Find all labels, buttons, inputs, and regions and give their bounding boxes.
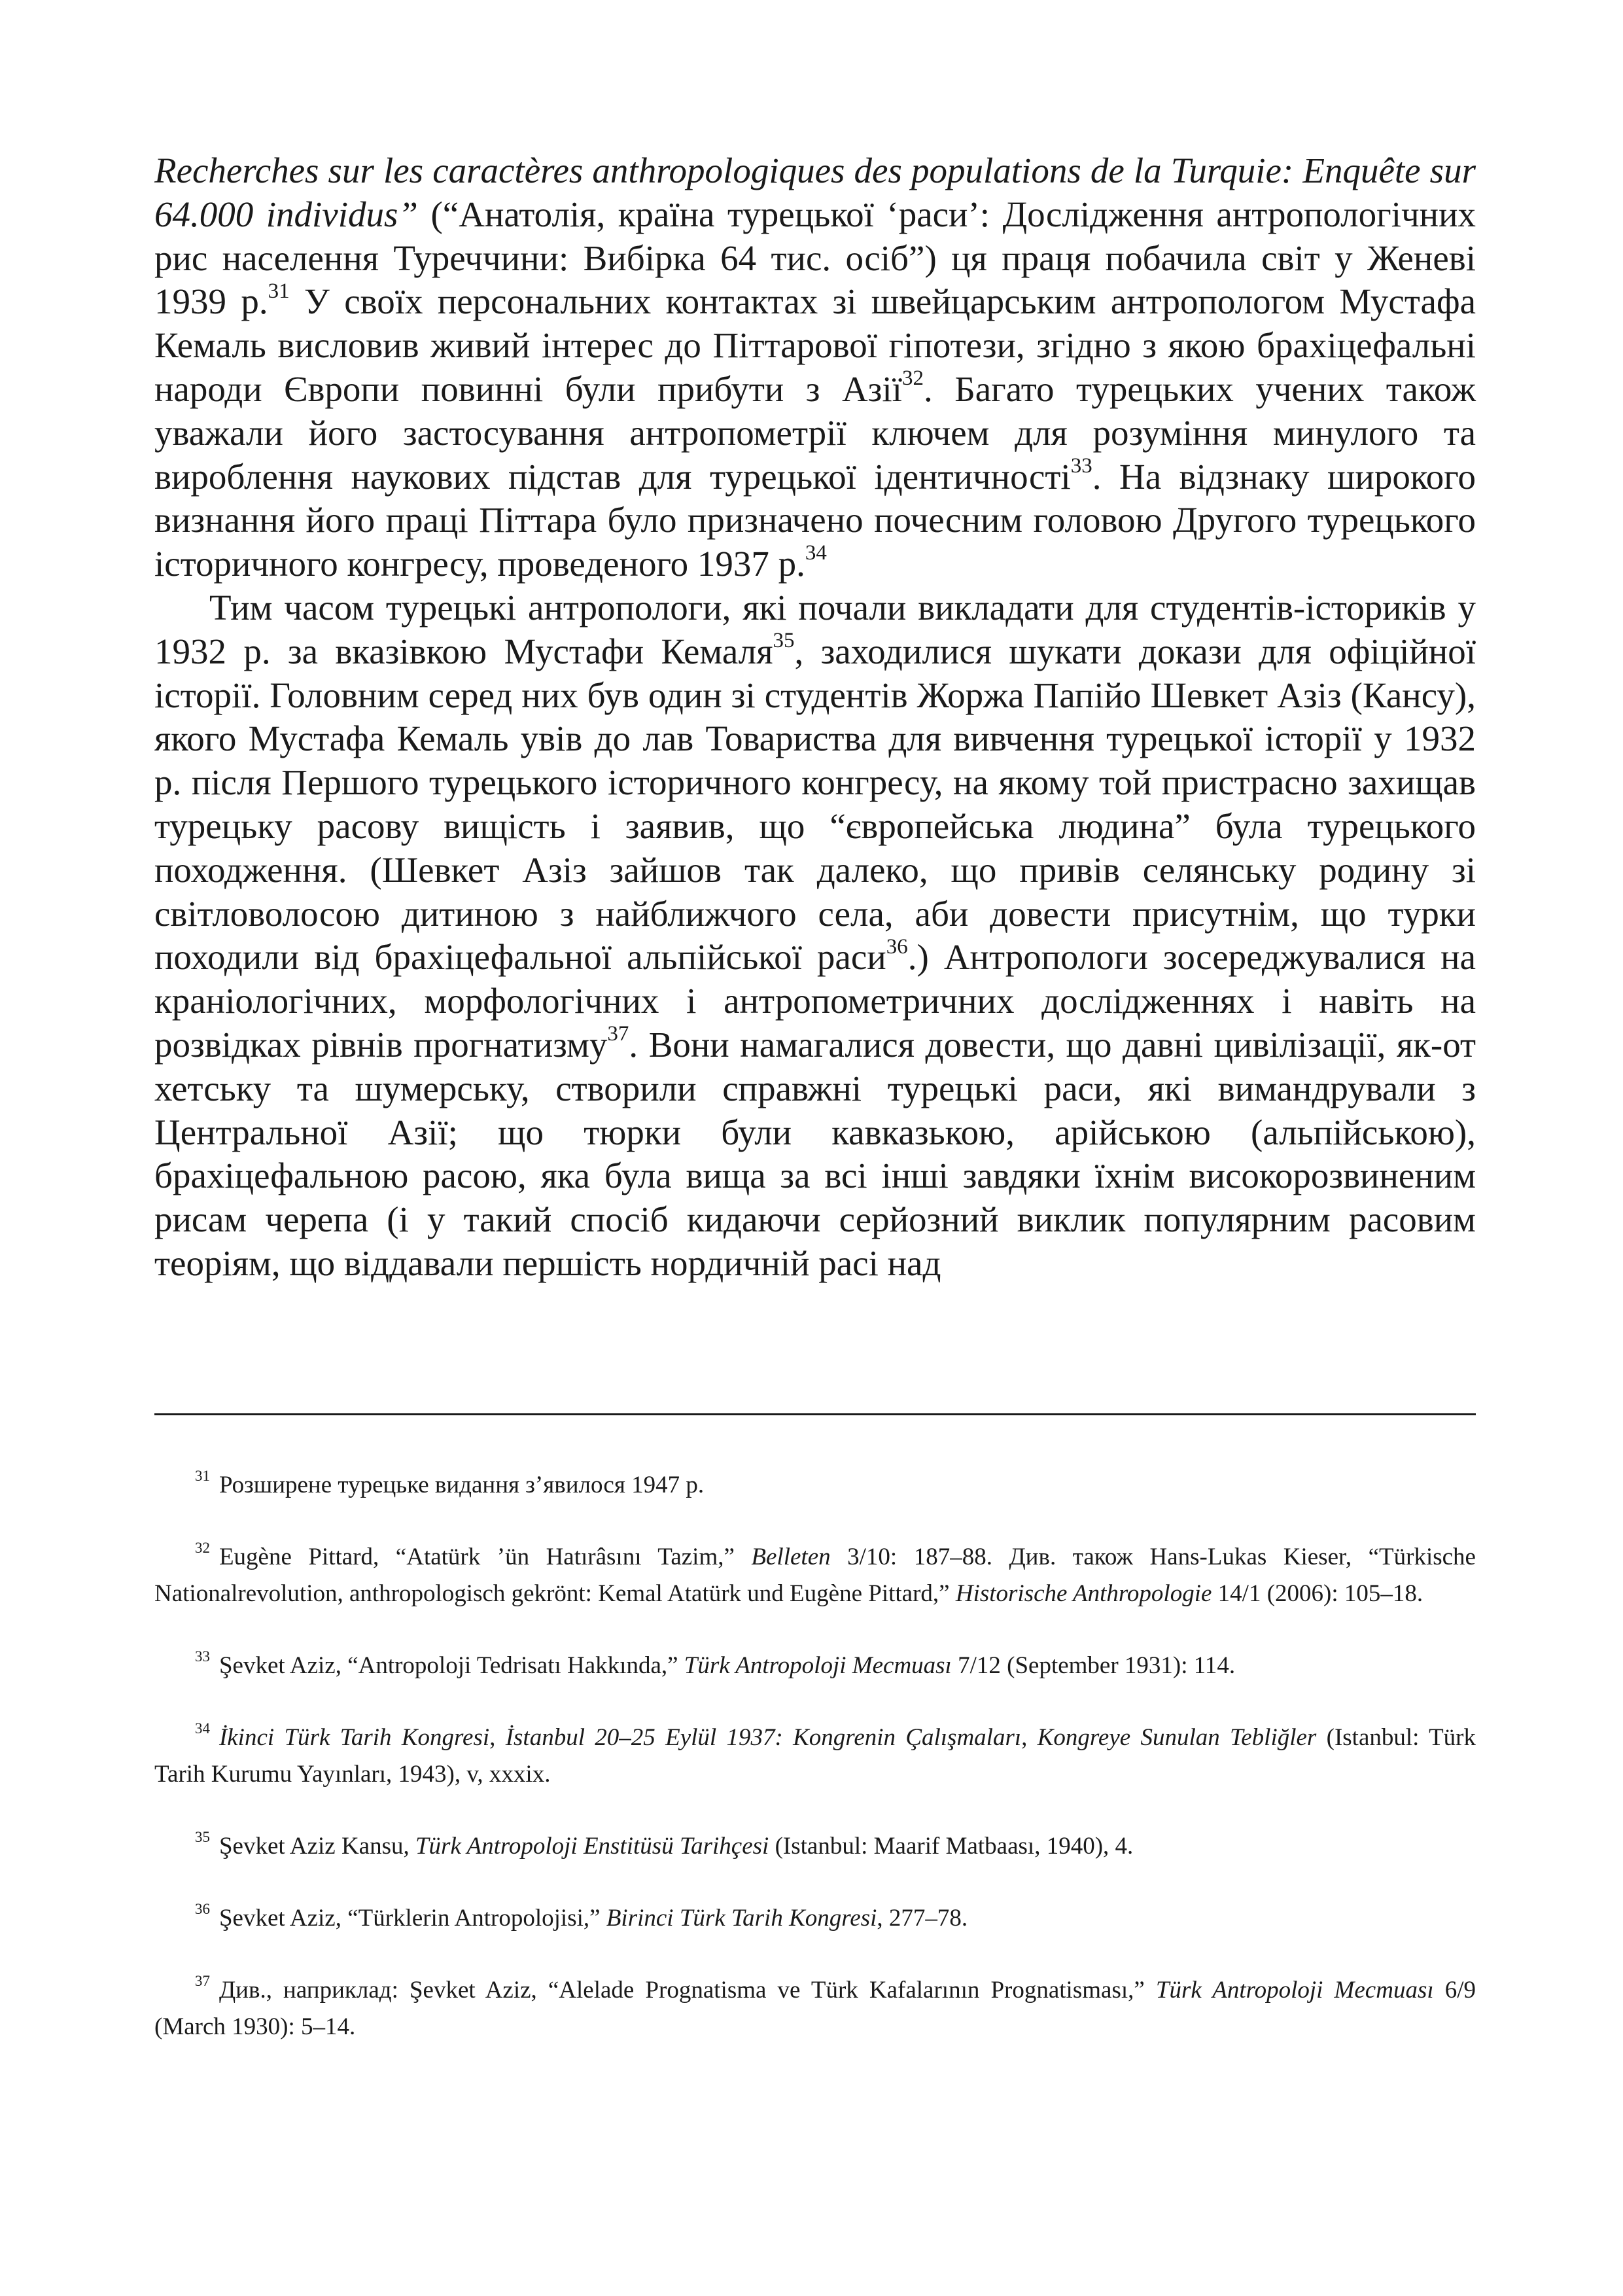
footnotes — [154, 1467, 1476, 2081]
footnote-ref-35[interactable]: 35 — [773, 629, 795, 653]
footnote-ref-34[interactable]: 34 — [805, 541, 827, 565]
footnote-35: $^{35}$ Şevket Aziz Kansu, Türk Antropoloji Enstitüsü Tarihçesi (Istanbul: Maarif Matbaası, 1940), 4. — [195, 1828, 1134, 1860]
footnote-ref-36[interactable]: 36 — [886, 934, 908, 959]
paragraph-2: Тим часом турецькі антропологи, які почали викладати для студентів-істориків у 1932 р. за вказівкою Мустафи Кемаля$^{35}$, заходилися шукати докази для офіційної історії. Головним серед них був один зі студентів Жоржа Папійо Шевкет Азіз (Кансу), якого Мустафа Кемаль увів до лав Товариства для вивчення турецької історії у 1932 р. після Першого турецького історичного конгресу, на якому той пристрасно захищав турецьку расову вищість і заявив, що “європейська людина” була турецького походження. (Шевкет Азіз зайшов так далеко, що привів селянську родину зі світловолосою дитиною з найближчого села, аби довести присутнім, що турки походили від брахіцефальної альпійської раси$^{36}$.) Антропологи зосереджувалися на краніологічних, морфологічних і антропометричних дослідженнях і навіть на розвідках рівнів прогнатизму$^{37}$. Вони намагалися довести, що давні цивілізації, як-от хетську та шумерську, створили справжні турецькі раси, які вимандрували з Центральної Азії; що тюрки були кавказькою, арійською (альпійською), брахіцефальною расою, яка була вища за всі інші завдяки їхнім високорозвиненим рисам черепа (і у такий спосіб кидаючи серйозний виклик популярним расовим теоріям, що віддавали першість нордичній расі над — [154, 587, 1476, 1283]
footnote-36: $^{36}$ Şevket Aziz, “Türklerin Antropolojisi,” Birinci Türk Tarih Kongresi, 277–78. — [195, 1900, 968, 1932]
footnote-ref-33[interactable]: 33 — [1070, 453, 1092, 478]
footnote-ref-31[interactable]: 31 — [268, 279, 290, 303]
cited-title: Recherches sur les caractères anthropologiques des populations de la Turquie: Enquête sur 64.000 individus” — [154, 150, 1476, 234]
footnote-separator — [154, 1413, 1476, 1415]
paragraph-1: Recherches sur les caractères anthropologiques des populations de la Turquie: Enquête sur 64.000 individus” (“Анатолія, країна турецької ‘раси’: Дослідження антропологічних рис населення Туреччини: Вибірка 64 тис. осіб”) ця праця побачила світ у Женеві 1939 р.$^{31}$ У своїх персональних контактах зі швейцарським антропологом Мустафа Кемаль висловив живий інтерес до Піттарової гіпотези, згідно з якою брахіцефальні народи Європи повинні були прибути з Азії$^{32}$. Багато турецьких учених також уважали його застосування антропометрії ключем для розуміння минулого та вироблення наукових підстав для турецької ідентичності$^{33}$. На відзнаку широкого визнання його праці Піттара було призначено почесним головою Другого турецького історичного конгресу, проведеного 1937 р.$^{34}$ — [154, 150, 1476, 584]
footnote-37: $^{37}$ Див., наприклад: Şevket Aziz, “Alelade Prognatisma ve Türk Kafalarının Prognatisması,” Türk Antropoloji Mecmuası 6/9 (March 1930): 5–14. — [154, 1972, 1476, 2040]
main-body-text — [154, 149, 1476, 1286]
footnote-33: $^{33}$ Şevket Aziz, “Antropoloji Tedrisatı Hakkında,” Türk Antropoloji Mecmuası 7/12 (September 1931): 114. — [195, 1648, 1236, 1679]
footnote-ref-32[interactable]: 32 — [901, 366, 924, 391]
footnote-31: $^{31}$ Розширене турецьке видання з’явилося 1947 р. — [195, 1467, 705, 1498]
footnote-34: $^{34}$ İkinci Türk Tarih Kongresi, İstanbul 20–25 Eylül 1937: Kongrenin Çalışmaları, Kongreye Sunulan Tebliğler (Istanbul: Türk Tarih Kurumu Yayınları, 1943), v, xxxix. — [154, 1720, 1476, 1788]
footnote-ref-37[interactable]: 37 — [607, 1022, 629, 1046]
footnote-32: $^{32}$ Eugène Pittard, “Atatürk ’ün Hatırâsını Tazim,” Belleten 3/10: 187–88. Див. також Hans-Lukas Kieser, “Türkische Nationalrevolution, anthropologisch gekrönt: Kemal Atatürk und Eugène Pittard,” Historische Anthropologie 14/1 (2006): 105–18. — [154, 1539, 1476, 1607]
